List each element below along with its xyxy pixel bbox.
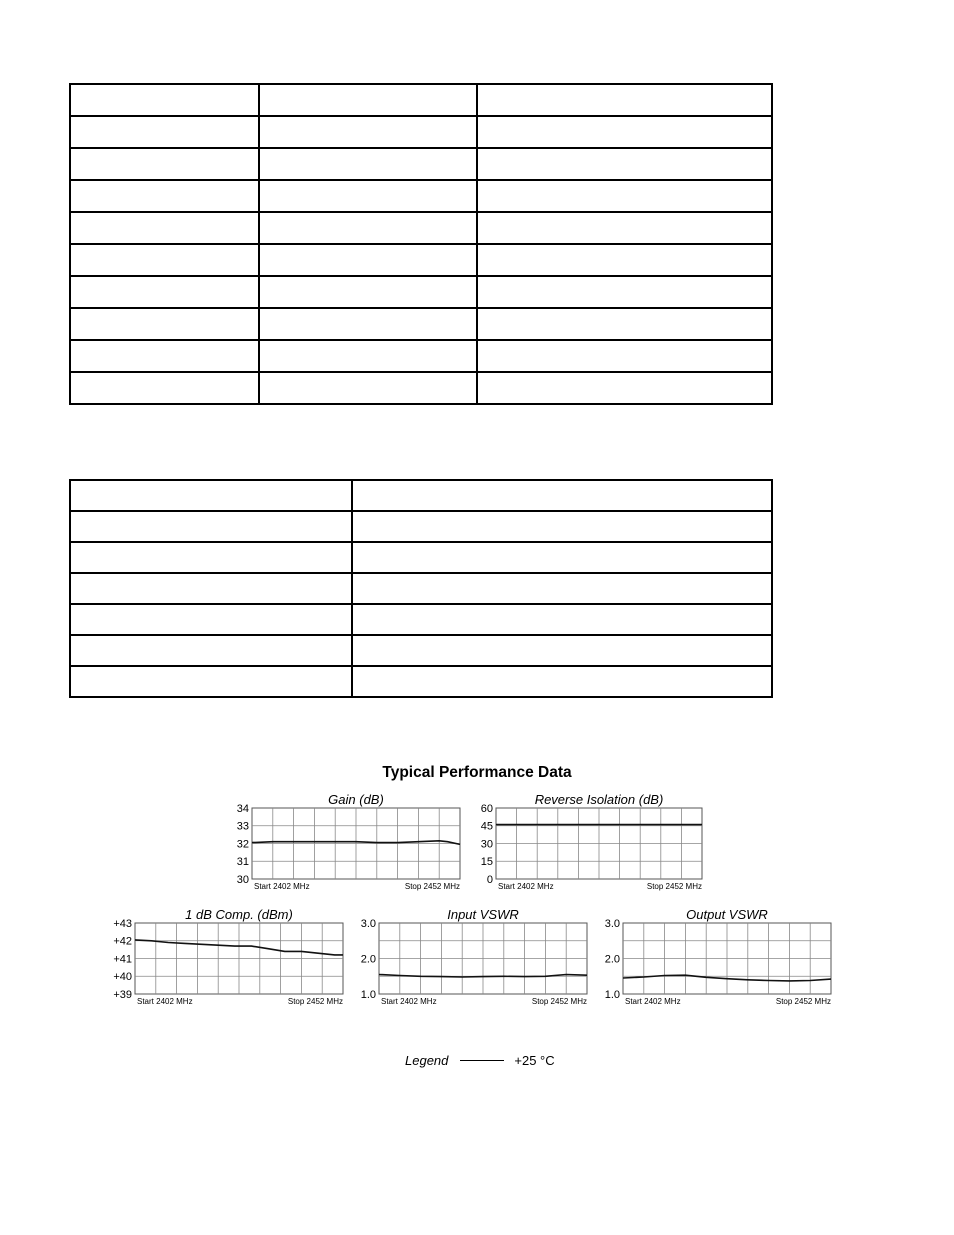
y-tick-label: +40 xyxy=(113,971,132,984)
y-tick-label: 31 xyxy=(236,856,249,869)
spec-table-1-cell xyxy=(259,212,477,244)
spec-table-1-cell xyxy=(259,148,477,180)
legend xyxy=(405,1053,555,1068)
x-start-label: Start 2402 MHz xyxy=(254,882,310,891)
spec-table-1-cell xyxy=(70,340,259,372)
chart-title: Output VSWR xyxy=(686,907,768,922)
y-tick-label: 2.0 xyxy=(604,953,620,966)
performance-title: Typical Performance Data xyxy=(382,764,572,781)
chart-title: Input VSWR xyxy=(447,907,519,922)
x-stop-label: Stop 2452 MHz xyxy=(531,997,587,1006)
spec-table-1-row xyxy=(70,212,772,244)
y-tick-label: +43 xyxy=(113,917,132,930)
legend-line-swatch xyxy=(460,1060,504,1061)
series-line xyxy=(135,940,343,955)
x-start-label: Start 2402 MHz xyxy=(498,882,554,891)
spec-table-2-cell xyxy=(352,666,772,697)
series-line xyxy=(623,975,831,981)
spec-table-2-cell xyxy=(70,542,352,573)
spec-table-1-cell xyxy=(70,180,259,212)
spec-table-1-cell xyxy=(477,84,772,116)
y-tick-label: +41 xyxy=(113,953,132,966)
spec-table-2-row xyxy=(70,573,772,604)
spec-table-1-row xyxy=(70,340,772,372)
y-tick-label: 3.0 xyxy=(360,917,376,930)
spec-table-1-cell xyxy=(259,276,477,308)
spec-table-1-cell xyxy=(477,372,772,404)
spec-table-1-cell xyxy=(259,340,477,372)
plot-frame xyxy=(252,808,460,879)
spec-table-1-cell xyxy=(259,244,477,276)
spec-table-2-row xyxy=(70,511,772,542)
spec-table-1-cell xyxy=(477,148,772,180)
spec-table-2-row xyxy=(70,604,772,635)
spec-table-1-row xyxy=(70,116,772,148)
spec-table-2-cell xyxy=(352,542,772,573)
spec-table-2 xyxy=(69,479,773,698)
spec-table-2-cell xyxy=(70,480,352,511)
y-tick-label: 45 xyxy=(480,820,493,833)
spec-table-2-cell xyxy=(70,635,352,666)
plot-frame xyxy=(379,923,587,994)
plot-frame xyxy=(496,808,702,879)
spec-table-2-cell xyxy=(70,511,352,542)
spec-table-1-cell xyxy=(70,308,259,340)
y-tick-label: 1.0 xyxy=(360,988,376,1001)
spec-table-2-row xyxy=(70,542,772,573)
y-tick-label: 1.0 xyxy=(604,988,620,1001)
y-tick-label: 2.0 xyxy=(360,953,376,966)
x-start-label: Start 2402 MHz xyxy=(381,997,437,1006)
y-tick-label: 34 xyxy=(236,802,249,815)
x-stop-label: Stop 2452 MHz xyxy=(646,882,702,891)
spec-table-2-cell xyxy=(352,480,772,511)
spec-table-1-row xyxy=(70,276,772,308)
spec-table-2-row xyxy=(70,480,772,511)
spec-table-2-cell xyxy=(70,604,352,635)
spec-table-1 xyxy=(69,83,773,405)
series-line xyxy=(379,975,587,978)
spec-table-2-cell xyxy=(352,604,772,635)
x-stop-label: Stop 2452 MHz xyxy=(287,997,343,1006)
y-tick-label: 30 xyxy=(236,873,249,886)
spec-table-1-cell xyxy=(477,276,772,308)
spec-table-1-cell xyxy=(259,372,477,404)
y-tick-label: 33 xyxy=(236,820,249,833)
spec-table-1-cell xyxy=(70,276,259,308)
x-stop-label: Stop 2452 MHz xyxy=(404,882,460,891)
chart-title: Gain (dB) xyxy=(328,792,384,807)
plot-frame xyxy=(623,923,831,994)
x-stop-label: Stop 2452 MHz xyxy=(775,997,831,1006)
chart-title: 1 dB Comp. (dBm) xyxy=(185,907,293,922)
spec-table-1-cell xyxy=(477,116,772,148)
legend-series-label: +25 °C xyxy=(514,1053,555,1068)
spec-table-1-cell xyxy=(70,244,259,276)
spec-table-1-row xyxy=(70,372,772,404)
spec-table-1-row xyxy=(70,308,772,340)
spec-table-2-cell xyxy=(352,511,772,542)
spec-table-2-row xyxy=(70,635,772,666)
spec-table-1-cell xyxy=(259,180,477,212)
spec-table-2-cell xyxy=(70,666,352,697)
spec-table-1-cell xyxy=(70,372,259,404)
spec-table-2-body xyxy=(70,480,772,697)
y-tick-label: +42 xyxy=(113,935,132,948)
spec-table-1-body xyxy=(70,84,772,404)
x-start-label: Start 2402 MHz xyxy=(137,997,193,1006)
spec-table-1-row xyxy=(70,148,772,180)
spec-table-1-row xyxy=(70,244,772,276)
spec-table-1-cell xyxy=(70,84,259,116)
y-tick-label: 15 xyxy=(480,856,493,869)
spec-table-1-row xyxy=(70,180,772,212)
chart-title: Reverse Isolation (dB) xyxy=(534,792,664,807)
y-tick-label: 3.0 xyxy=(604,917,620,930)
spec-table-1-cell xyxy=(477,308,772,340)
y-tick-label: 32 xyxy=(236,838,249,851)
spec-table-1-cell xyxy=(70,148,259,180)
y-tick-label: 30 xyxy=(480,838,493,851)
y-tick-label: 0 xyxy=(486,873,493,886)
spec-table-1-cell xyxy=(259,116,477,148)
spec-table-2-cell xyxy=(352,635,772,666)
spec-table-1-cell xyxy=(259,84,477,116)
spec-table-2-cell xyxy=(352,573,772,604)
spec-table-1-cell xyxy=(70,212,259,244)
y-tick-label: +39 xyxy=(113,988,132,1001)
legend-label: Legend xyxy=(405,1053,449,1068)
spec-table-1-cell xyxy=(259,308,477,340)
plot-frame xyxy=(135,923,343,994)
spec-table-1-cell xyxy=(477,180,772,212)
spec-table-2-cell xyxy=(70,573,352,604)
series-line xyxy=(252,841,460,845)
spec-table-2-row xyxy=(70,666,772,697)
y-tick-label: 60 xyxy=(480,802,493,815)
spec-table-1-cell xyxy=(477,340,772,372)
spec-table-1-cell xyxy=(477,212,772,244)
spec-table-1-cell xyxy=(477,244,772,276)
spec-table-1-row xyxy=(70,84,772,116)
x-start-label: Start 2402 MHz xyxy=(625,997,681,1006)
spec-table-1-cell xyxy=(70,116,259,148)
